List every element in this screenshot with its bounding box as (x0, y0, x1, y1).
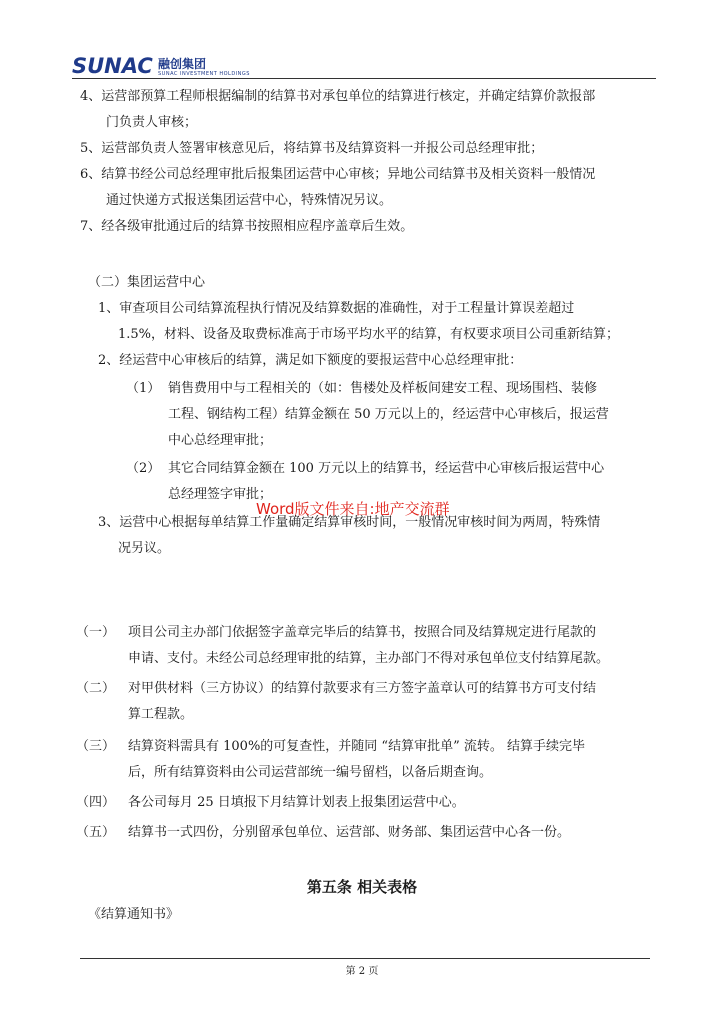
para-4-text: 各公司每月 25 日填报下月结算计划表上报集团运营中心。 (128, 795, 465, 810)
group-item-1-line-2: 1.5%，材料、设备及取费标准高于市场平均水平的结算，有权要求项目公司重新结算； (118, 327, 620, 342)
footer-divider (80, 958, 650, 959)
group-item-2: 2、经运营中心审核后的结算，满足如下额度的要报运营中心总经理审批： (98, 353, 523, 368)
sub-item-2-marker: （2） (126, 461, 161, 476)
section-heading-group-ops: （二）集团运营中心 (88, 275, 206, 290)
logo-subtitle: SUNAC INVESTMENT HOLDINGS (158, 71, 250, 77)
para-5-marker: （五） (76, 825, 116, 840)
para-1-line-2: 申请、支付。未经公司总经理审批的结算，主办部门不得对承包单位支付结算尾款。 (128, 651, 610, 666)
clause-5: 5、运营部负责人签署审核意见后，将结算书及结算资料一并报公司总经理审批； (80, 141, 544, 156)
header-divider (72, 78, 656, 79)
group-item-3-line-1: 3、运营中心根据每单结算工作量确定结算审核时间，一般情况审核时间为两周，特殊情 (98, 515, 601, 530)
para-5-text: 结算书一式四份，分别留承包单位、运营部、财务部、集团运营中心各一份。 (128, 825, 571, 840)
sub-item-1-line-1: 销售费用中与工程相关的（如：售楼处及样板间建安工程、现场围档、装修 (168, 381, 598, 396)
sub-item-1-line-2: 工程、钢结构工程）结算金额在 50 万元以上的，经运营中心审核后，报运营 (168, 407, 609, 422)
para-3-line-2: 后，所有结算资料由公司运营部统一编号留档，以备后期查询。 (128, 765, 493, 780)
clause-6-line-2: 通过快递方式报送集团运营中心，特殊情况另议。 (106, 193, 393, 208)
para-3-line-1: 结算资料需具有 100%的可复查性，并随同 “结算审批单” 流转。 结算手续完毕 (128, 739, 585, 754)
group-item-3-line-2: 况另议。 (118, 541, 171, 556)
sub-item-1-marker: （1） (126, 381, 161, 396)
clause-6-line-1: 6、结算书经公司总经理审批后报集团运营中心审核；异地公司结算书及相关资料一般情况 (80, 167, 596, 182)
page-number: 第 2 页 (345, 966, 379, 977)
para-2-line-1: 对甲供材料（三方协议）的结算付款要求有三方签字盖章认可的结算书方可支付结 (128, 681, 597, 696)
sub-item-1-line-3: 中心总经理审批； (168, 433, 273, 448)
para-1-marker: （一） (76, 625, 116, 640)
clause-4-line-1: 4、运营部预算工程师根据编制的结算书对承包单位的结算进行核定，并确定结算价款报部 (80, 89, 596, 104)
sub-item-2-line-1: 其它合同结算金额在 100 万元以上的结算书，经运营中心审核后报运营中心 (168, 461, 605, 476)
clause-7: 7、经各级审批通过后的结算书按照相应程序盖章后生效。 (80, 219, 414, 234)
logo-wordmark: SUNAC (72, 54, 153, 78)
watermark-text: Word版文件来自:地产交流群 (256, 500, 450, 518)
group-item-1-line-1: 1、审查项目公司结算流程执行情况及结算数据的准确性，对于工程量计算误差超过 (98, 301, 575, 316)
article-title: 第五条 相关表格 (306, 878, 418, 896)
form-reference: 《结算通知书》 (88, 907, 180, 922)
para-2-line-2: 算工程款。 (128, 707, 194, 722)
para-3-marker: （三） (76, 739, 116, 754)
logo-chinese-name: 融创集团 (158, 57, 207, 71)
para-2-marker: （二） (76, 681, 116, 696)
para-4-marker: （四） (76, 795, 116, 810)
sub-item-2-line-2: 总经理签字审批； (168, 487, 273, 502)
clause-4-line-2: 门负责人审核； (106, 115, 198, 130)
para-1-line-1: 项目公司主办部门依据签字盖章完毕后的结算书，按照合同及结算规定进行尾款的 (128, 625, 597, 640)
